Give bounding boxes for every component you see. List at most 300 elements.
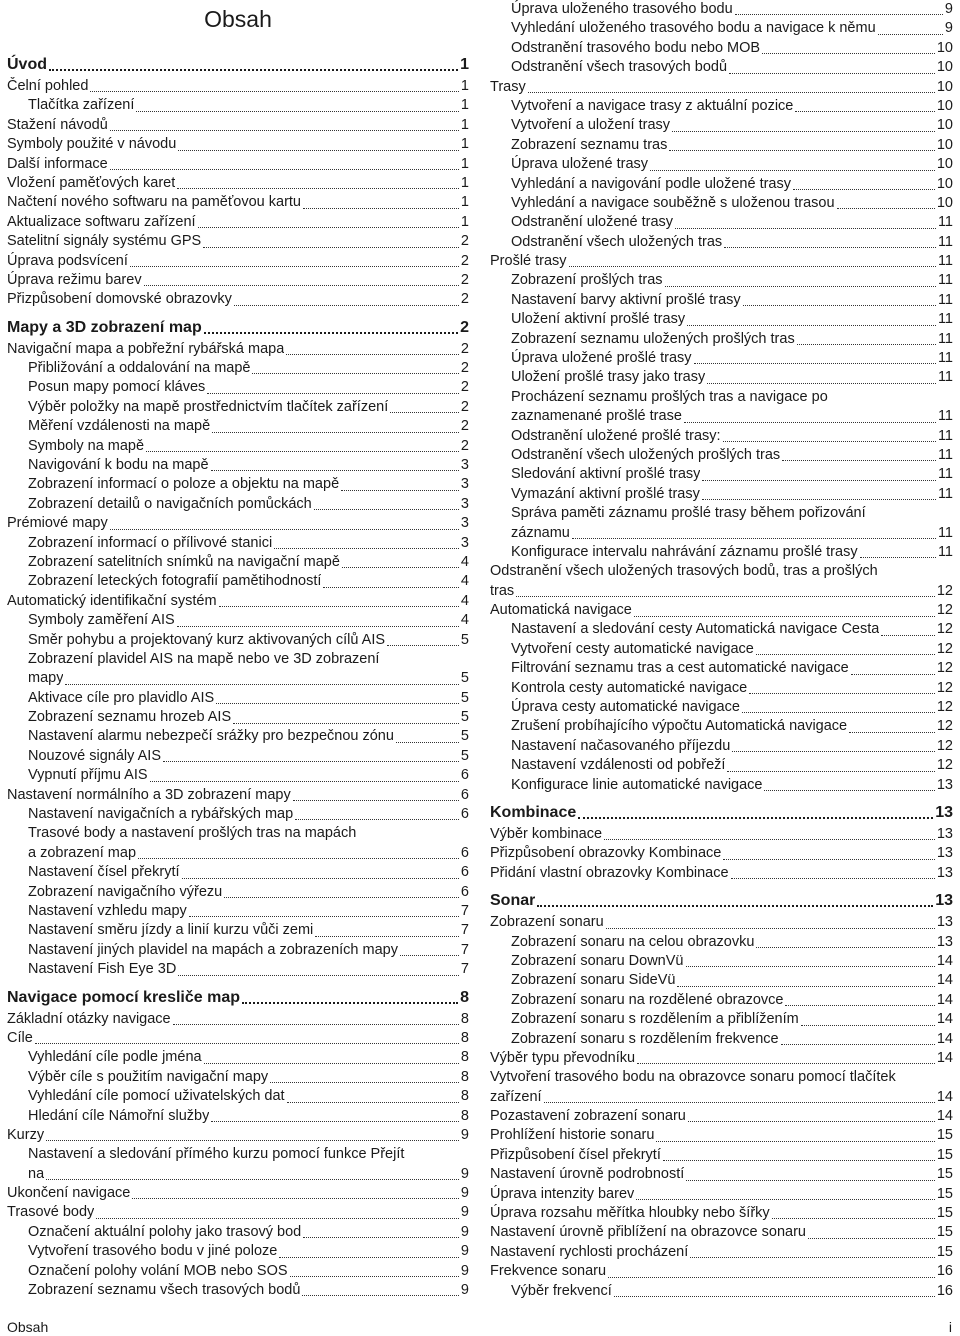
dot-leader [207,389,459,394]
toc-entry[interactable] [7,844,469,863]
toc-entry[interactable] [490,1088,953,1107]
dot-leader [396,738,459,743]
toc-entry[interactable] [490,78,953,97]
toc-entry[interactable] [7,514,469,533]
toc-entry[interactable] [490,952,953,971]
dot-leader [132,1194,459,1199]
dot-leader [130,262,459,267]
dot-leader [851,670,935,675]
toc-entry[interactable] [7,340,469,359]
toc-page-number: 9 [460,1185,469,1202]
toc-entry-title: tras [490,582,515,599]
toc-entry-title: Automatická navigace [490,602,632,619]
toc-entry[interactable] [7,193,469,212]
toc-entry[interactable] [7,417,469,436]
toc-entry[interactable] [490,1262,953,1281]
toc-entry-title: Nastavení jiných plavidel na mapách a zobrazeních mapy [28,941,398,958]
toc-entry[interactable] [490,864,953,883]
toc-entry[interactable] [7,1010,469,1029]
toc-entry-title: Tlačítka zařízení [28,97,135,114]
dot-leader [606,924,935,929]
toc-page-number: 14 [936,1049,953,1066]
toc-entry[interactable] [7,592,469,611]
toc-entry[interactable] [490,717,953,736]
toc-entry-title: Vymazání aktivní prošlé trasy [511,485,700,502]
toc-entry[interactable] [490,116,953,135]
dot-leader [216,699,459,704]
toc-entry[interactable] [490,330,953,349]
dot-leader [743,301,936,306]
toc-entry[interactable] [7,437,469,456]
dot-leader [342,563,459,568]
toc-entry[interactable] [7,1087,469,1106]
dot-leader [795,107,934,112]
toc-entry[interactable] [7,271,469,290]
dot-leader [279,1253,459,1258]
toc-entry-title: Prošlé trasy [490,253,567,270]
toc-entry[interactable] [490,1282,953,1301]
toc-entry[interactable] [7,747,469,766]
toc-entry[interactable] [490,175,953,194]
toc-entry[interactable] [490,97,953,116]
toc-page-number: 1 [460,155,469,172]
toc-entry-title: Nastavení Fish Eye 3D [28,961,177,978]
toc-entry[interactable] [7,902,469,921]
toc-entry[interactable] [490,621,953,640]
toc-entry-title: Uložení aktivní prošlé trasy [511,311,686,328]
toc-entry[interactable] [490,659,953,678]
toc-entry[interactable] [490,1126,953,1145]
toc-entry[interactable] [490,524,953,543]
dot-leader [390,408,459,413]
toc-entry[interactable] [490,933,953,952]
dot-leader [881,631,935,636]
toc-page-number: 3 [460,476,469,493]
dot-leader [797,340,936,345]
toc-entry[interactable] [7,475,469,494]
toc-page-number: 9 [460,1282,469,1299]
toc-entry-title: Další informace [7,155,108,172]
dot-leader [46,1136,459,1141]
toc-page-number: 2 [460,318,469,336]
dot-leader [686,1176,935,1181]
toc-entry[interactable] [490,1049,953,1068]
toc-entry-title: Nastavení normálního a 3D zobrazení mapy [7,786,291,803]
toc-page-number: 11 [937,543,953,560]
dot-leader [669,146,935,151]
toc-entry-title: Aktualizace softwaru zařízení [7,213,196,230]
toc-entry[interactable] [7,1281,469,1300]
toc-page-number: 16 [936,1263,953,1280]
toc-entry[interactable] [490,825,953,844]
toc-entry[interactable] [490,1107,953,1126]
toc-entry[interactable] [490,233,953,252]
toc-entry[interactable] [490,213,953,232]
dot-leader [572,534,936,539]
toc-entry-title: Vyhledání uloženého trasového bodu a navigace k němu [511,20,876,37]
toc-entry[interactable] [490,407,953,426]
toc-chapter-entry[interactable] [490,800,953,825]
dot-leader [35,1039,459,1044]
toc-entry-text-line[interactable]: Správa paměti záznamu prošlé trasy během pořizování [511,505,866,522]
toc-entry-title: Odstranění uložené trasy [511,214,674,231]
dot-leader [694,359,936,364]
toc-page-number: 13 [936,864,953,881]
toc-entry[interactable] [7,1029,469,1048]
toc-entry[interactable] [7,883,469,902]
toc-entry-text-line[interactable]: Nastavení a sledování přímého kurzu pomocí funkce Přejít [28,1146,405,1163]
dot-leader [665,282,936,287]
toc-entry-title: Zobrazení seznamu uložených prošlých tras [511,330,795,347]
dot-leader [544,1098,935,1103]
dot-leader [203,243,459,248]
dot-leader [729,69,935,74]
toc-page-number: 15 [936,1205,953,1222]
toc-entry-title: Konfigurace intervalu nahrávání záznamu prošlé trasy [511,543,858,560]
toc-entry[interactable] [490,368,953,387]
toc-entry[interactable] [7,611,469,630]
toc-entry-title: Navigování k bodu na mapě [28,457,209,474]
dot-leader [688,1117,935,1122]
dot-leader [219,602,459,607]
toc-entry[interactable] [490,194,953,213]
toc-page-number: 5 [460,631,469,648]
toc-entry[interactable] [490,446,953,465]
toc-entry[interactable] [7,155,469,174]
toc-entry[interactable] [7,1165,469,1184]
dot-leader [772,1214,935,1219]
dot-leader [224,893,459,898]
toc-page-number: 12 [936,582,953,599]
toc-page-number: 1 [460,213,469,230]
toc-entry-title: Výběr položky na mapě prostřednictvím tlačítek zařízení [28,398,389,415]
toc-entry[interactable] [7,1107,469,1126]
toc-entry[interactable] [490,291,953,310]
toc-entry[interactable] [7,232,469,251]
toc-entry[interactable] [490,971,953,990]
toc-entry[interactable] [490,1146,953,1165]
toc-entry-title: zařízení [490,1088,542,1105]
dot-leader [49,65,458,71]
toc-entry[interactable] [490,640,953,659]
toc-entry[interactable] [7,1048,469,1067]
dot-leader [702,476,936,481]
toc-entry[interactable] [7,534,469,553]
toc-entry[interactable] [490,155,953,174]
dot-leader [672,127,935,132]
toc-entry-title: Přizpůsobení obrazovky Kombinace [490,845,722,862]
toc-entry-title: Odstranění všech uložených prošlých tras [511,446,781,463]
toc-entry-title: Přizpůsobení domovské obrazovky [7,291,232,308]
page-title: Obsah [204,6,272,32]
dot-leader [614,1292,935,1297]
toc-entry[interactable] [490,136,953,155]
toc-page-number: 8 [460,1010,469,1027]
toc-page-number: 4 [460,592,469,609]
dot-leader [173,1020,459,1025]
dot-leader [569,262,936,267]
toc-entry[interactable] [7,135,469,154]
toc-entry-title: Nastavení načasovaného příjezdu [511,737,731,754]
toc-entry-title: na [28,1165,45,1182]
toc-entry[interactable] [490,1223,953,1242]
toc-page-number: 11 [937,369,953,386]
dot-leader [303,1233,459,1238]
toc-entry[interactable] [490,1204,953,1223]
toc-page-number: 13 [935,892,953,910]
toc-entry[interactable] [7,96,469,115]
toc-page-number: 5 [460,670,469,687]
toc-entry[interactable] [490,1243,953,1262]
toc-entry[interactable] [7,174,469,193]
toc-entry[interactable] [7,213,469,232]
dot-leader [723,437,936,442]
toc-entry[interactable] [7,1126,469,1145]
toc-entry[interactable] [490,58,953,77]
toc-entry-title: Označení polohy volání MOB nebo SOS [28,1262,288,1279]
toc-entry-title: Vložení paměťových karet [7,174,176,191]
toc-page-number: 1 [460,194,469,211]
toc-entry-title: záznamu [511,524,570,541]
toc-entry[interactable] [7,1262,469,1281]
toc-page-number: 15 [936,1185,953,1202]
toc-page-number: 12 [936,737,953,754]
toc-entry[interactable] [490,601,953,620]
dot-leader [65,680,458,685]
toc-page-number: 14 [936,1088,953,1105]
toc-entry-text-line[interactable]: Odstranění všech uložených trasových bodů, tras a prošlých [490,563,878,580]
toc-chapter-entry[interactable] [7,985,469,1010]
toc-entry-title: Symboly zaměření AIS [28,612,175,629]
toc-entry[interactable] [490,427,953,446]
toc-page-number: 2 [460,252,469,269]
dot-leader [46,1175,459,1180]
toc-entry-title: Sonar [490,892,536,910]
toc-page-number: 7 [460,922,469,939]
toc-entry[interactable] [490,991,953,1010]
toc-entry[interactable] [490,698,953,717]
toc-page-number: 14 [936,1011,953,1028]
toc-entry-title: Úprava cesty automatické navigace [511,699,740,716]
dot-leader [252,369,458,374]
toc-entry[interactable] [7,786,469,805]
dot-leader [293,796,459,801]
toc-entry[interactable] [490,913,953,932]
toc-entry-title: Konfigurace linie automatické navigace [511,776,763,793]
toc-entry-title: Základní otázky navigace [7,1010,171,1027]
toc-entry[interactable] [490,271,953,290]
toc-entry[interactable] [490,310,953,329]
toc-entry[interactable] [7,398,469,417]
toc-entry[interactable] [490,19,953,38]
dot-leader [136,107,459,112]
dot-leader [400,951,459,956]
toc-entry-title: mapy [28,670,64,687]
toc-page-number: 8 [460,1088,469,1105]
toc-entry-title: Prémiové mapy [7,515,108,532]
toc-entry[interactable] [7,941,469,960]
toc-entry[interactable] [7,669,469,688]
toc-entry[interactable] [7,553,469,572]
toc-entry[interactable] [490,485,953,504]
toc-entry[interactable] [7,378,469,397]
toc-entry-title: Úvod [7,56,47,73]
toc-entry-title: Mapy a 3D zobrazení map [7,318,202,336]
toc-page-number: 9 [460,1262,469,1279]
toc-entry[interactable] [7,689,469,708]
toc-entry[interactable] [7,766,469,785]
toc-entry-title: Zobrazení seznamu hrozeb AIS [28,709,232,726]
toc-page-number: 15 [936,1127,953,1144]
toc-entry[interactable] [490,1010,953,1029]
dot-leader [878,30,943,35]
toc-page-number: 15 [936,1243,953,1260]
toc-entry[interactable] [7,1223,469,1242]
toc-entry-text-line[interactable]: Procházení seznamu prošlých tras a navigace po [511,388,828,405]
toc-entry-text-line[interactable]: Vytvoření trasového bodu na obrazovce sonaru pomocí tlačítek [490,1069,896,1086]
toc-entry[interactable] [7,805,469,824]
toc-entry[interactable] [490,737,953,756]
dot-leader [849,728,935,733]
toc-entry-title: Kombinace [490,804,577,822]
dot-leader [163,757,459,762]
toc-entry-text-line[interactable]: Trasové body a nastavení prošlých tras na mapách [28,825,357,842]
toc-chapter-entry[interactable] [7,315,469,340]
toc-entry-title: Navigační mapa a pobřežní rybářská mapa [7,340,285,357]
toc-entry-text-line[interactable]: Zobrazení plavidel AIS na mapě nebo ve 3D zobrazení [28,650,380,667]
toc-page-number: 5 [460,689,469,706]
toc-entry[interactable] [7,495,469,514]
toc-page-number: 12 [936,757,953,774]
toc-entry[interactable] [7,1068,469,1087]
toc-entry[interactable] [7,290,469,309]
toc-entry[interactable] [7,1203,469,1222]
toc-entry-title: Načtení nového softwaru na paměťovou kartu [7,194,302,211]
toc-entry-title: Kurzy [7,1126,45,1143]
toc-list-left [7,52,469,1300]
toc-entry[interactable] [490,349,953,368]
toc-entry[interactable] [490,465,953,484]
dot-leader [793,185,935,190]
toc-entry[interactable] [490,543,953,562]
dot-leader [650,166,935,171]
dot-leader [177,622,459,627]
toc-entry[interactable] [7,572,469,591]
toc-entry[interactable] [7,1242,469,1261]
toc-entry[interactable] [490,0,953,19]
toc-entry-title: Úprava podsvícení [7,252,128,269]
toc-entry-title: Výběr frekvencí [511,1282,612,1299]
toc-page-number: 10 [936,156,953,173]
toc-chapter-entry[interactable] [490,888,953,913]
toc-entry[interactable] [7,728,469,747]
toc-entry[interactable] [7,77,469,96]
toc-entry[interactable] [7,456,469,475]
toc-entry[interactable] [490,776,953,795]
toc-page-number: 12 [936,621,953,638]
toc-entry-title: Úprava uložené trasy [511,156,649,173]
toc-entry[interactable] [490,756,953,775]
toc-entry-title: Čelní pohled [7,77,89,94]
dot-leader [677,982,934,987]
dot-leader [198,223,459,228]
toc-entry[interactable] [7,1184,469,1203]
toc-entry-title: Sledování aktivní prošlé trasy [511,466,701,483]
dot-leader [212,428,459,433]
toc-entry[interactable] [490,1030,953,1049]
toc-page-number: 4 [460,612,469,629]
toc-page-number: 10 [936,39,953,56]
toc-entry[interactable] [7,252,469,271]
toc-entry-title: Zobrazení navigačního výřezu [28,883,223,900]
toc-entry-title: Vytvoření cesty automatické navigace [511,640,754,657]
toc-entry[interactable] [490,844,953,863]
toc-page-number: 2 [460,340,469,357]
dot-leader [110,126,459,131]
toc-page-number: 13 [936,914,953,931]
toc-entry-title: Uložení prošlé trasy jako trasy [511,369,706,386]
toc-page-number: 11 [937,330,953,347]
toc-page-number: 1 [460,77,469,94]
toc-entry-title: a zobrazení map [28,844,137,861]
toc-entry[interactable] [7,863,469,882]
toc-entry-title: Odstranění všech trasových bodů [511,59,728,76]
dot-leader [295,815,459,820]
toc-page-number: 14 [936,1030,953,1047]
toc-entry[interactable] [7,631,469,650]
toc-entry-title: Vyhledání cíle pomocí uživatelských dat [28,1088,285,1105]
toc-entry-title: Zobrazení prošlých tras [511,272,663,289]
dot-leader [290,1272,459,1277]
toc-page-number: 6 [460,844,469,861]
toc-page-number: 13 [936,826,953,842]
toc-entry[interactable] [490,582,953,601]
toc-page-number: 10 [936,59,953,76]
toc-page-number: 9 [944,0,953,17]
toc-page-number: 2 [460,271,469,288]
dot-leader [270,1078,459,1083]
toc-entry[interactable] [7,921,469,940]
toc-page-number: 10 [936,136,953,153]
toc-entry-title: Nastavení vzdálenosti od pobřeží [511,757,726,774]
toc-entry[interactable] [490,679,953,698]
toc-entry[interactable] [7,708,469,727]
toc-entry[interactable] [490,1165,953,1184]
toc-entry-title: Pozastavení zobrazení sonaru [490,1108,686,1125]
dot-leader [178,146,459,151]
toc-entry[interactable] [490,39,953,58]
toc-entry[interactable] [7,116,469,135]
toc-page-number: 2 [460,291,469,308]
toc-page-number: 14 [936,952,953,969]
toc-entry[interactable] [490,252,953,271]
toc-entry-title: Zobrazení seznamu všech trasových bodů [28,1282,301,1299]
toc-page-number: 14 [936,991,953,1008]
dot-leader [762,49,935,54]
toc-entry[interactable] [490,1185,953,1204]
toc-chapter-entry[interactable] [7,52,469,77]
toc-page-number: 2 [460,233,469,250]
toc-page-number: 9 [944,20,953,37]
toc-entry-title: Odstranění uložené prošlé trasy: [511,427,721,444]
dot-leader [537,901,933,907]
toc-entry-title: Nastavení a sledování cesty Automatická navigace Cesta [511,621,880,638]
toc-entry-title: Úprava rozsahu měřítka hloubky nebo šířky [490,1205,770,1222]
toc-entry[interactable] [7,960,469,979]
toc-entry-title: Frekvence sonaru [490,1263,607,1280]
toc-entry[interactable] [7,359,469,378]
toc-entry-title: Výběr cíle s použitím navigační mapy [28,1068,269,1085]
